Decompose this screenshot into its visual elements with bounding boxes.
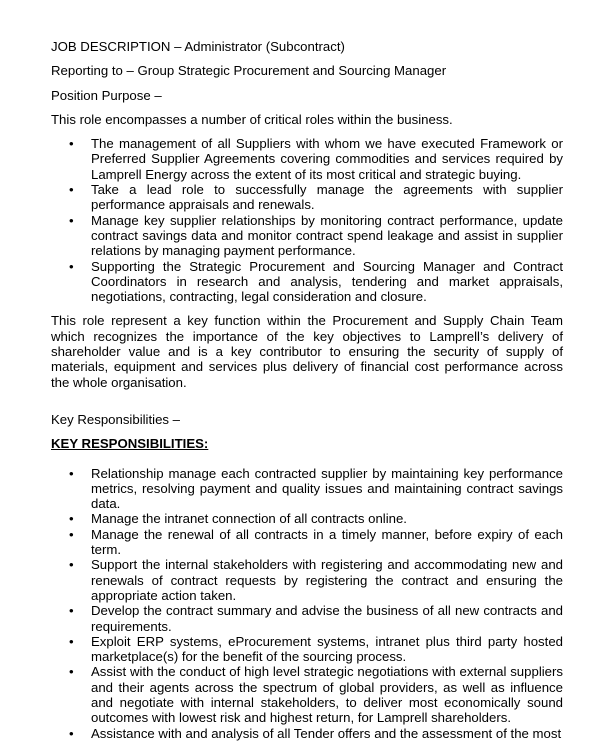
responsibilities-list (51, 466, 563, 741)
bullet-icon: • (69, 526, 74, 542)
bullet-icon: • (69, 182, 74, 198)
list-item: • Assistance with and analysis of all Tender offers and the assessment of the most (69, 725, 562, 741)
list-item: • The management of all Suppliers with whom we have executed Framework or Preferred Supplier Agreements covering commodities and services required by Lamprell Energy across the extent of its most critical and strategic buying. (69, 136, 563, 182)
function-paragraph: This role represent a key function within the Procurement and Supply Chain Team which recognizes the importance of the key objectives to Lamprell’s delivery of shareholder value and is a key contributor to ensuring the security of supply of materials, equipment and services plus delivery of financial cost performance across the whole organisation. (51, 313, 563, 390)
intro-paragraph: This role encompasses a number of critical roles within the business. (51, 111, 453, 127)
bullet-icon: • (69, 212, 74, 228)
bullet-icon: • (69, 136, 74, 152)
key-responsibilities-heading: KEY RESPONSIBILITIES: (51, 436, 209, 452)
bullet-icon: • (69, 258, 74, 274)
document-body (51, 39, 563, 750)
bullet-icon: • (69, 511, 74, 527)
list-item: • Manage the renewal of all contracts in a timely manner, before expiry of each term. (69, 526, 563, 558)
list-item: • Support the internal stakeholders with registering and accommodating new and renewals of contract requests by registering the contract and ensuring the appropriate action taken. (69, 557, 563, 603)
list-item: • Assist with the conduct of high level strategic negotiations with external suppliers and their agents across the spectrum of global providers, as well as influence and negotiate with internal stakeholders, to deliver most economically sound outcomes with lowest risk and highest return, for Lamprell shareholders. (69, 664, 563, 726)
list-item: • Exploit ERP systems, eProcurement systems, intranet plus third party hosted marketplace(s) for the benefit of the sourcing process. (69, 633, 563, 665)
bullet-icon: • (69, 603, 74, 619)
document-title: JOB DESCRIPTION – Administrator (Subcontract) (51, 39, 345, 54)
bullet-icon: • (69, 465, 74, 481)
list-item: • Develop the contract summary and advise the business of all new contracts and requirements. (69, 603, 563, 634)
list-item: • Supporting the Strategic Procurement and Sourcing Manager and Contract Coordinators in research and analysis, tendering and market appraisals, negotiations, contracting, legal consideration and closure. (69, 258, 563, 305)
bullet-icon: • (69, 725, 74, 741)
bullet-icon: • (69, 557, 74, 573)
bullet-icon: • (69, 633, 74, 649)
bullet-icon: • (69, 664, 74, 680)
list-item: • Take a lead role to successfully manage the agreements with supplier performance appraisals and renewals. (69, 182, 563, 213)
list-item: • Relationship manage each contracted supplier by maintaining key performance metrics, resolving payment and quality issues and maintaining contract savings data. (69, 465, 563, 512)
list-item: • Manage the intranet connection of all contracts online. (69, 511, 407, 527)
position-purpose-label: Position Purpose – (51, 87, 162, 103)
list-item: • Manage key supplier relationships by monitoring contract performance, update contract savings data and monitor contract spend leakage and assist in supplier relations by managing payment performance. (69, 212, 563, 259)
purpose-list (51, 136, 563, 304)
key-responsibilities-label: Key Responsibilities – (51, 411, 181, 427)
reporting-line: Reporting to – Group Strategic Procurement and Sourcing Manager (51, 63, 447, 79)
